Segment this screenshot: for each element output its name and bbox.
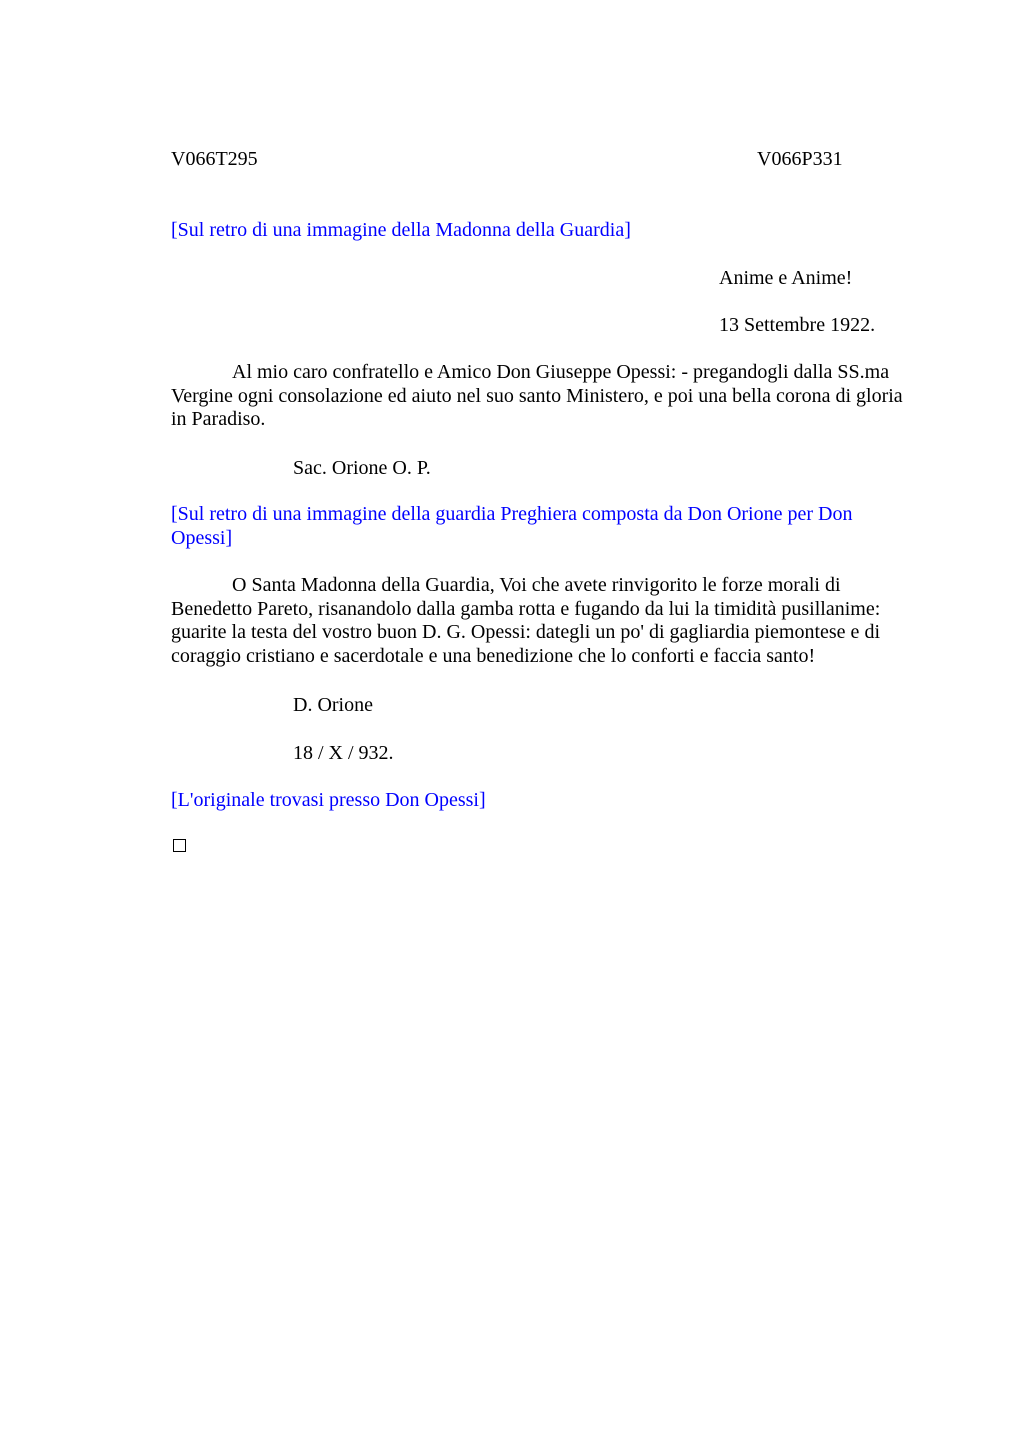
document-code-right: V066P331 [757,148,843,170]
editorial-note-second: [Sul retro di una immagine della guardia Preghiera composta da Don Orione per Don Opessi] [171,503,853,549]
letter-date: 13 Settembre 1922. [719,314,876,336]
empty-square-icon [173,839,186,852]
signature-second: D. Orione [293,694,373,716]
editorial-note-first: [Sul retro di una immagine della Madonna della Guardia] [171,219,631,241]
prayer-paragraph: O Santa Madonna della Guardia, Voi che avete rinvigorito le forze morali di Benedetto Pareto, risanandolo dalla gamba rotta e fugando da lui la timidità pusillanime: guarite la testa del vostro buon D. G. Opessi: dategli un po' di gagliardia piemontese e di coraggio cristiano e sacerdotale e una benedizione che lo conforti e faccia santo! [171,574,881,668]
prayer-date: 18 / X / 932. [293,742,394,764]
editorial-note-third: [L'originale trovasi presso Don Opessi] [171,789,486,811]
signature-first: Sac. Orione O. P. [293,457,431,479]
document-code-left: V066T295 [171,148,258,170]
dedication-paragraph: Al mio caro confratello e Amico Don Giuseppe Opessi: - pregandogli dalla SS.ma Vergine ogni consolazione ed aiuto nel suo santo Ministero, e poi una bella corona di gloria in Paradiso. [171,361,903,431]
motto: Anime e Anime! [719,267,853,289]
